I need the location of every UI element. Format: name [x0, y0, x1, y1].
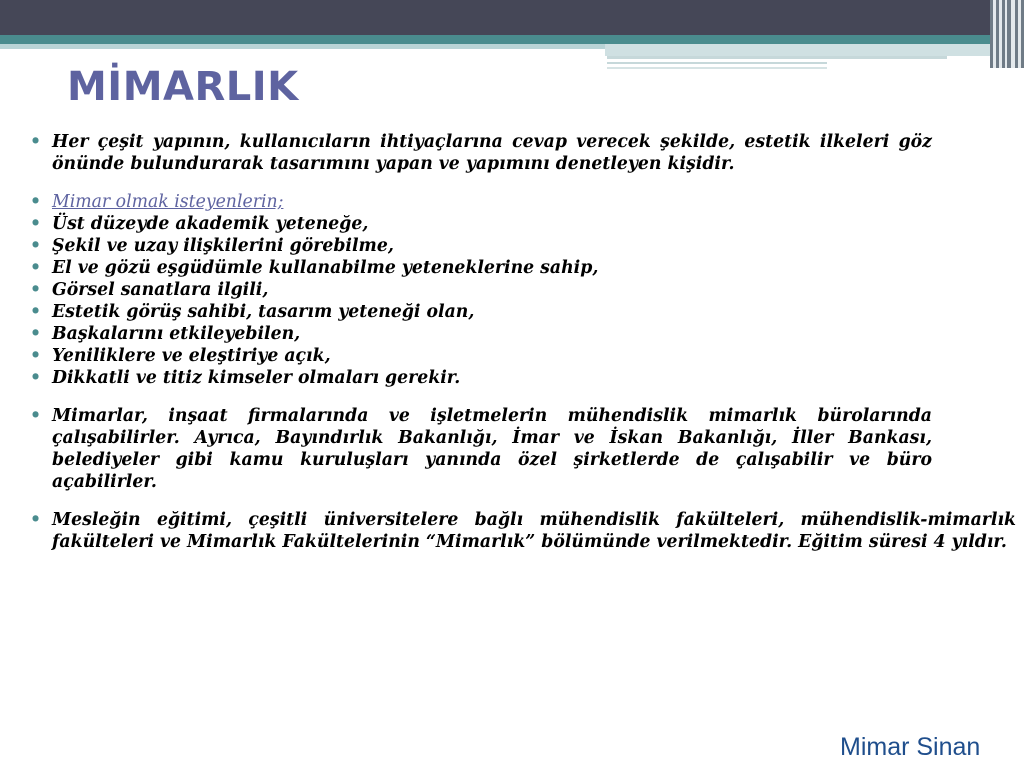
bullet-item: • Şekil ve uzay ilişkilerini görebilme, [30, 235, 1016, 257]
bullet-list [30, 131, 1016, 553]
bullet-employment: • Mimarlar, inşaat firmalarında ve işletmelerin mühendislik mimarlık bürolarında çalışabilirler. Ayrıca, Bayındırlık Bakanlığı, İmar ve İskan Bakanlığı, İller Bankası, belediyeler gibi kamu kuruluşları yanında özel şirketlerde de çalışabilir ve büro açabilirler. [30, 405, 932, 493]
bullet-item: • El ve gözü eşgüdümle kullanabilme yeteneklerine sahip, [30, 257, 1016, 279]
header-decor-line [607, 56, 947, 59]
header-decor-line [607, 67, 827, 69]
bullet-item: • Estetik görüş sahibi, tasarım yeteneği olan, [30, 301, 1016, 323]
header-stripes-decor [990, 0, 1024, 68]
bullet-item: • Yeniliklere ve eleştiriye açık, [30, 345, 1016, 367]
header-decor-line [607, 62, 827, 64]
header-teal-band [0, 35, 1024, 44]
bullet-item: • Görsel sanatlara ilgili, [30, 279, 1016, 301]
bullet-item: • Dikkatli ve titiz kimseler olmaları gerekir. [30, 367, 1016, 389]
slide-title: MİMARLIK [67, 64, 299, 110]
bullet-requirements-heading[interactable]: • Mimar olmak isteyenlerin; [30, 191, 1016, 213]
bullet-item: • Başkalarını etkileyebilen, [30, 323, 1016, 345]
bullet-definition: • Her çeşit yapının, kullanıcıların ihtiyaçlarına cevap verecek şekilde, estetik ilkeleri göz önünde bulundurarak tasarımını yapan ve yapımını denetleyen kişidir. [30, 131, 932, 175]
bullet-education: • Mesleğin eğitimi, çeşitli üniversitelere bağlı mühendislik fakülteleri, mühendislik-mimarlık fakülteleri ve Mimarlık Fakültelerinin “Mimarlık” bölümünde verilmektedir. Eğitim süresi 4 yıldır. [30, 509, 1016, 553]
bullet-item: • Üst düzeyde akademik yeteneğe, [30, 213, 1016, 235]
footer-label: Mimar Sinan [840, 733, 981, 761]
header-light-band-right [605, 44, 999, 56]
header-light-band [0, 44, 605, 49]
header-dark-band [0, 0, 1024, 35]
